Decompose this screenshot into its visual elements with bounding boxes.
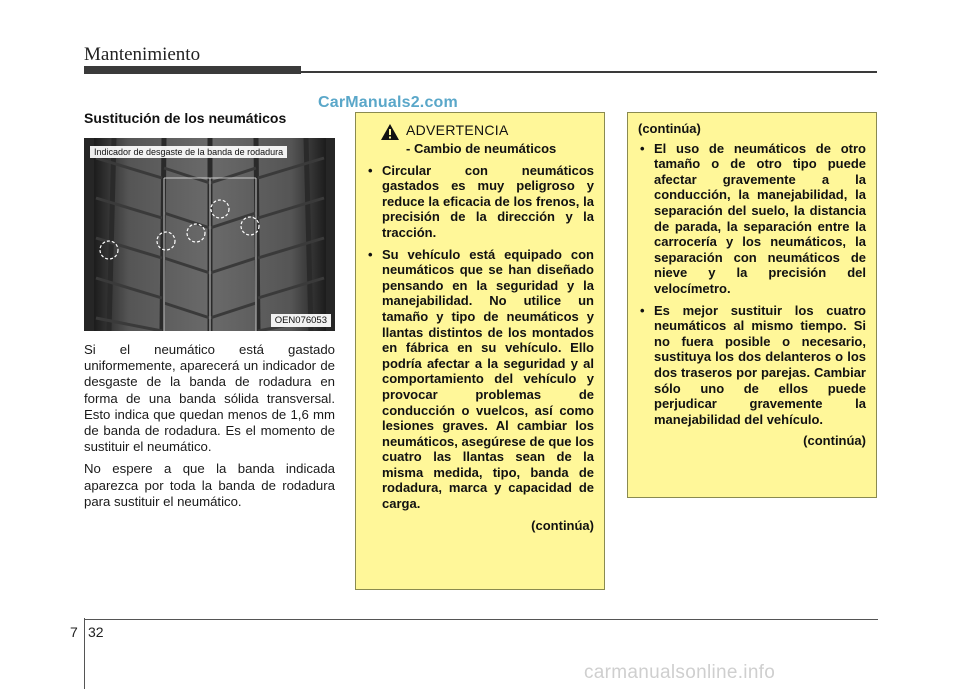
page-number: 32 bbox=[88, 624, 104, 640]
warning-bullet-list bbox=[366, 163, 594, 512]
body-text bbox=[84, 342, 335, 516]
footer-divider bbox=[84, 618, 85, 689]
continued-bullet-list bbox=[638, 141, 866, 428]
continued-bullet: • El uso de neumáticos de otro tamaño o de otro tipo puede afectar gravemente a la conducción, la manejabilidad, la separación del suelo, la distancia de parada, la separación entre la carrocería y los neumáticos, la separación con neumáticos de nieve y la precisión del velocímetro. bbox=[638, 141, 866, 297]
figure-code: OEN076053 bbox=[271, 314, 331, 327]
warning-triangle-icon bbox=[380, 123, 400, 141]
header-rule-thin bbox=[301, 71, 877, 73]
warning-bullet: • Circular con neumáticos gastados es muy peligroso y reduce la eficacia de los frenos, la precisión de la dirección y la tracción. bbox=[366, 163, 594, 241]
warning-title: ADVERTENCIA bbox=[406, 122, 509, 138]
page-header-title: Mantenimiento bbox=[84, 44, 201, 65]
watermark-bottom: carmanualsonline.info bbox=[584, 662, 776, 683]
tire-tread-illustration bbox=[84, 138, 335, 331]
tire-tread-figure bbox=[84, 138, 335, 331]
continued-label-bottom: (continúa) bbox=[803, 433, 866, 449]
footer-rule bbox=[84, 619, 878, 620]
warning-bullet: • Su vehículo está equipado con neumáticos que se han diseñado pensando en la seguridad y la manejabilidad. No utilice un tamaño y tipo de neumáticos y llantas distintos de los montados en fábrica en su vehículo. Ello podría afectar a la seguridad y al comportamiento del vehículo y provocar problemas de conducción o vuelcos, así como lesiones graves. Al cambiar los neumáticos, asegúrese de que los cuatro las llantas sean de la misma medida, tipo, banda de rodadura, marca y capacidad de carga. bbox=[366, 247, 594, 512]
header-rule-thick bbox=[84, 66, 301, 74]
section-title: Sustitución de los neumáticos bbox=[84, 110, 287, 126]
watermark-top: CarManuals2.com bbox=[318, 94, 458, 111]
continued-warning-box bbox=[627, 112, 877, 498]
continued-label-top: (continúa) bbox=[638, 121, 701, 136]
warning-subtitle: - Cambio de neumáticos bbox=[406, 141, 557, 156]
continued-bullet: • Es mejor sustituir los cuatro neumáticos al mismo tiempo. Si no fuera posible o necesario, sustituya los dos delanteros o los dos traseros por parejas. Cambiar sólo uno de ellos puede perjudicar gravemente la manejabilidad del vehículo. bbox=[638, 303, 866, 428]
warning-header bbox=[380, 123, 594, 141]
warning-box bbox=[355, 112, 605, 590]
figure-caption: Indicador de desgaste de la banda de rodadura bbox=[90, 146, 287, 158]
warning-continued: (continúa) bbox=[531, 517, 594, 533]
page-chapter-number: 7 bbox=[70, 624, 78, 640]
body-paragraph: Si el neumático está gastado uniformemente, aparecerá un indicador de desgaste de la banda de rodadura en forma de una banda sólida transversal. Esto indica que quedan menos de 1,6 mm de banda de rodadura. Es el momento de sustituir el neumático. bbox=[84, 342, 335, 455]
body-paragraph: No espere a que la banda indicada aparezca por toda la banda de rodadura para sustituir el neumático. bbox=[84, 461, 335, 509]
